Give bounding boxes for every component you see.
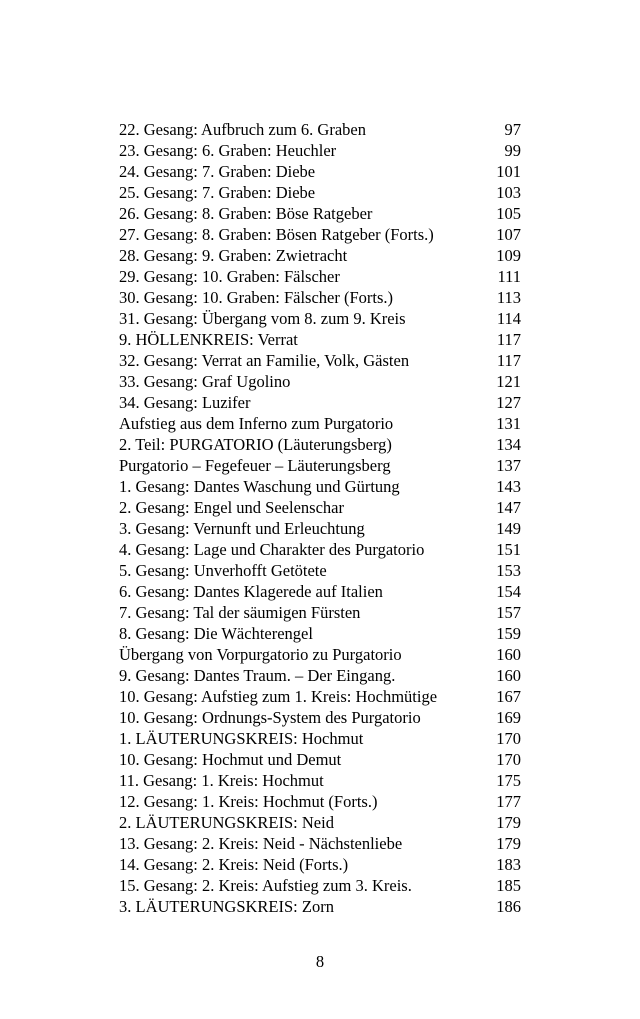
- toc-entry: [119, 161, 521, 182]
- toc-entry: [119, 287, 521, 308]
- toc-entry-title: 6. Gesang: Dantes Klagerede auf Italien: [119, 582, 383, 601]
- toc-entry-page: 131: [496, 414, 521, 433]
- toc-entry-title: 4. Gesang: Lage und Charakter des Purgatorio: [119, 540, 425, 559]
- toc-entry: [119, 812, 521, 833]
- toc-entry-title: 1. Gesang: Dantes Waschung und Gürtung: [119, 477, 400, 496]
- toc-entry-page: 149: [496, 519, 521, 538]
- toc-entry-page: 153: [496, 561, 521, 580]
- toc-entry: [119, 665, 521, 686]
- toc-entry: [119, 791, 521, 812]
- toc-entry-page: 121: [496, 372, 521, 391]
- toc-entry: [119, 686, 521, 707]
- toc-entry-title: 32. Gesang: Verrat an Familie, Volk, Gästen: [119, 351, 410, 370]
- toc-entry-title: 2. LÄUTERUNGSKREIS: Neid: [119, 813, 334, 832]
- toc-entry-title: 10. Gesang: Ordnungs-System des Purgatorio: [119, 708, 421, 727]
- toc-entry-title: Aufstieg aus dem Inferno zum Purgatorio: [119, 414, 394, 433]
- toc-entry-title: 23. Gesang: 6. Graben: Heuchler: [119, 141, 337, 160]
- toc-entry-title: 5. Gesang: Unverhofft Getötete: [119, 561, 327, 580]
- toc-entry-title: 7. Gesang: Tal der säumigen Fürsten: [119, 603, 361, 622]
- toc-entry: [119, 896, 521, 917]
- toc-entry-page: 160: [496, 666, 521, 685]
- toc-entry: [119, 560, 521, 581]
- toc-entry-title: 3. LÄUTERUNGSKREIS: Zorn: [119, 897, 334, 916]
- toc-entry: [119, 119, 521, 140]
- toc-entry: [119, 329, 521, 350]
- toc-entry-title: 14. Gesang: 2. Kreis: Neid (Forts.): [119, 855, 349, 874]
- toc-entry-title: 27. Gesang: 8. Graben: Bösen Ratgeber (Forts.): [119, 225, 434, 244]
- toc-entry-title: 9. Gesang: Dantes Traum. – Der Eingang.: [119, 666, 396, 685]
- toc-entry-title: 13. Gesang: 2. Kreis: Neid - Nächstenliebe: [119, 834, 403, 853]
- toc-entry-title: 22. Gesang: Aufbruch zum 6. Graben: [119, 120, 366, 139]
- toc-entry: [119, 770, 521, 791]
- toc-entry-title: 25. Gesang: 7. Graben: Diebe: [119, 183, 316, 202]
- toc-entry-title: 30. Gesang: 10. Graben: Fälscher (Forts.): [119, 288, 394, 307]
- toc-entry-title: 10. Gesang: Aufstieg zum 1. Kreis: Hochmütige: [119, 687, 438, 706]
- table-of-contents: [119, 119, 521, 917]
- toc-entry-page: 179: [496, 813, 521, 832]
- toc-entry-page: 103: [496, 183, 521, 202]
- toc-entry-title: 24. Gesang: 7. Graben: Diebe: [119, 162, 316, 181]
- toc-entry-page: 154: [496, 582, 521, 601]
- toc-entry: [119, 602, 521, 623]
- toc-entry: [119, 833, 521, 854]
- toc-entry: [119, 581, 521, 602]
- toc-entry-title: 11. Gesang: 1. Kreis: Hochmut: [119, 771, 324, 790]
- toc-entry: [119, 203, 521, 224]
- toc-entry-page: 167: [496, 687, 521, 706]
- toc-entry-title: Übergang von Vorpurgatorio zu Purgatorio: [119, 645, 402, 664]
- toc-entry-title: 2. Teil: PURGATORIO (Läuterungsberg): [119, 435, 392, 454]
- toc-entry-title: 29. Gesang: 10. Graben: Fälscher: [119, 267, 340, 286]
- toc-entry-title: 15. Gesang: 2. Kreis: Aufstieg zum 3. Kreis.: [119, 876, 412, 895]
- toc-entry-page: 147: [496, 498, 521, 517]
- toc-entry-page: 143: [496, 477, 521, 496]
- toc-entry-title: 8. Gesang: Die Wächterengel: [119, 624, 313, 643]
- toc-entry: [119, 476, 521, 497]
- toc-entry-title: 9. HÖLLENKREIS: Verrat: [119, 330, 298, 349]
- toc-entry-title: 3. Gesang: Vernunft und Erleuchtung: [119, 519, 365, 538]
- toc-entry-page: 107: [496, 225, 521, 244]
- toc-entry: [119, 245, 521, 266]
- toc-entry-page: 101: [496, 162, 521, 181]
- toc-entry: [119, 182, 521, 203]
- page-number: 8: [315, 952, 325, 971]
- toc-entry-page: 179: [496, 834, 521, 853]
- toc-entry-page: 177: [496, 792, 521, 811]
- toc-entry-page: 109: [496, 246, 521, 265]
- toc-entry: [119, 392, 521, 413]
- toc-entry: [119, 350, 521, 371]
- toc-entry-page: 127: [496, 393, 521, 412]
- toc-entry-page: 134: [496, 435, 521, 454]
- toc-entry: [119, 518, 521, 539]
- toc-entry: [119, 644, 521, 665]
- toc-entry: [119, 434, 521, 455]
- toc-entry-page: 99: [504, 141, 521, 160]
- toc-entry-title: 33. Gesang: Graf Ugolino: [119, 372, 291, 391]
- toc-entry-page: 169: [496, 708, 521, 727]
- toc-entry: [119, 266, 521, 287]
- toc-entry-title: 28. Gesang: 9. Graben: Zwietracht: [119, 246, 348, 265]
- toc-entry-page: 160: [496, 645, 521, 664]
- toc-entry-title: 34. Gesang: Luzifer: [119, 393, 251, 412]
- toc-entry-page: 111: [497, 267, 521, 286]
- toc-entry-title: 31. Gesang: Übergang vom 8. zum 9. Kreis: [119, 309, 406, 328]
- toc-entry-page: 114: [496, 309, 521, 328]
- toc-entry-title: 2. Gesang: Engel und Seelenschar: [119, 498, 344, 517]
- toc-entry-title: 12. Gesang: 1. Kreis: Hochmut (Forts.): [119, 792, 378, 811]
- toc-entry-page: 113: [496, 288, 521, 307]
- toc-entry-page: 185: [496, 876, 521, 895]
- toc-entry: [119, 455, 521, 476]
- toc-entry-page: 97: [504, 120, 521, 139]
- toc-entry-page: 183: [496, 855, 521, 874]
- toc-entry: [119, 728, 521, 749]
- toc-entry-page: 117: [496, 351, 521, 370]
- toc-entry-page: 105: [496, 204, 521, 223]
- toc-entry-title: Purgatorio – Fegefeuer – Läuterungsberg: [119, 456, 391, 475]
- toc-entry-page: 151: [496, 540, 521, 559]
- toc-entry: [119, 224, 521, 245]
- toc-entry: [119, 371, 521, 392]
- toc-entry: [119, 497, 521, 518]
- toc-entry-page: 170: [496, 729, 521, 748]
- toc-entry-page: 117: [496, 330, 521, 349]
- toc-entry-page: 170: [496, 750, 521, 769]
- toc-entry-page: 159: [496, 624, 521, 643]
- toc-entry: [119, 749, 521, 770]
- toc-entry: [119, 854, 521, 875]
- toc-entry-title: 26. Gesang: 8. Graben: Böse Ratgeber: [119, 204, 373, 223]
- toc-entry-title: 1. LÄUTERUNGSKREIS: Hochmut: [119, 729, 364, 748]
- toc-entry-title: 10. Gesang: Hochmut und Demut: [119, 750, 342, 769]
- toc-entry: [119, 413, 521, 434]
- toc-entry-page: 137: [496, 456, 521, 475]
- toc-entry: [119, 875, 521, 896]
- toc-entry: [119, 707, 521, 728]
- toc-entry: [119, 308, 521, 329]
- toc-entry-page: 157: [496, 603, 521, 622]
- toc-entry-page: 186: [496, 897, 521, 916]
- toc-entry: [119, 539, 521, 560]
- toc-entry: [119, 140, 521, 161]
- toc-entry-page: 175: [496, 771, 521, 790]
- toc-entry: [119, 623, 521, 644]
